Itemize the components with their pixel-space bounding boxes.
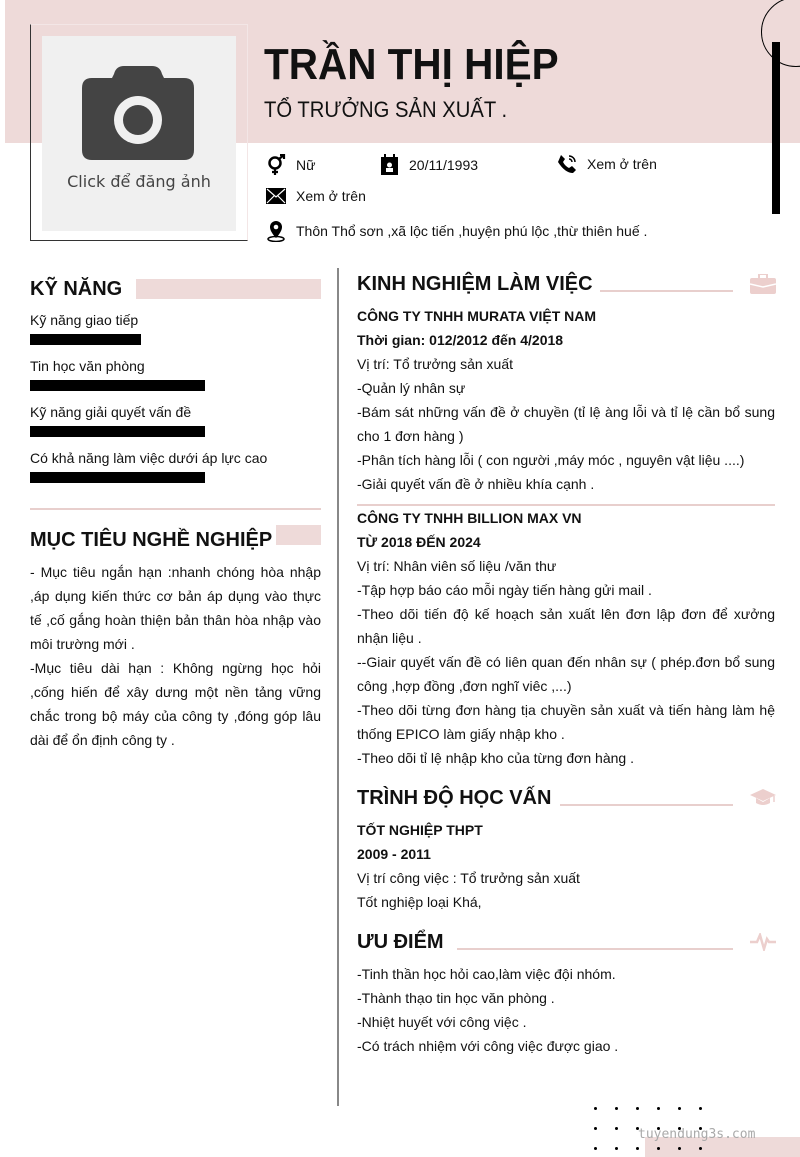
section-divider [30,508,321,510]
decor-bar [772,42,780,214]
decor-dot [615,1107,618,1110]
decor-dot [678,1147,681,1150]
skill-level-bar [30,334,141,345]
job-line: Vị trí: Tổ trưởng sản xuất [357,356,514,372]
objective-text [30,560,321,752]
decor-dot [657,1147,660,1150]
objective-heading: MỤC TIÊU NGHỀ NGHIỆP [30,529,273,551]
job-period: TỪ 2018 ĐẾN 2024 [357,534,481,550]
decor-dot [636,1147,639,1150]
strength-item: -Nhiệt huyết với công việc . [357,1014,527,1030]
strengths-heading: ƯU ĐIỂM [357,931,444,953]
job-line: -Giải quyết vấn đề ở nhiều khía cạnh . [357,476,595,492]
decor-dot [699,1107,702,1110]
strength-item: -Thành thạo tin học văn phòng . [357,990,555,1006]
decor-dot [678,1107,681,1110]
heartbeat-icon [750,933,776,951]
photo-label: Click để đăng ảnh [67,172,211,191]
skill-label: Tin học văn phòng [30,358,145,374]
birthday-value: 20/11/1993 [409,156,479,173]
job-title: TỔ TRƯỞNG SẢN XUẤT . [264,97,508,122]
decor-dot [594,1147,597,1150]
job-period: Thời gian: 012/2012 đến 4/2018 [357,332,564,348]
gender-item [266,154,315,176]
candidate-name: TRẦN THỊ HIỆP [264,40,559,89]
skill-label: Kỹ năng giao tiếp [30,312,139,328]
address-item [266,220,647,242]
job-1 [357,304,775,496]
objective-long-term: -Mục tiêu dài hạn : Không ngừng học hỏi ,cống hiến để xây dưng một nền tảng vững chắc trong bộ máy của công ty ,đóng góp lâu dài để ổn định công ty . [30,660,321,748]
objective-short-term: - Mục tiêu ngắn hạn :nhanh chóng hòa nhập ,áp dụng kiến thức cơ bản áp dụng vào thực tế ,cố gắng hoàn thiện bản thân hòa nhập vào môi trường mới . [30,564,321,652]
skills-list [30,312,321,496]
education-line: Tốt nghiệp loại Khá, [357,894,482,910]
job-line: -Phân tích hàng lỗi ( con người ,máy móc , nguyên vật liệu ....) [357,452,745,468]
heading-line [600,290,733,292]
job-company: CÔNG TY TNHH MURATA VIỆT NAM [357,308,597,324]
job-company: CÔNG TY TNHH BILLION MAX VN [357,510,582,526]
briefcase-icon [750,274,776,294]
photo-upload[interactable] [42,36,236,231]
education-block [357,818,775,914]
heading-line [457,948,733,950]
job-line: -Quản lý nhân sự [357,380,466,396]
decor-dot [615,1147,618,1150]
gender-icon [266,154,286,176]
phone-icon [557,154,577,174]
birthday-item [380,154,478,175]
heading-line [560,804,733,806]
objective-heading-decor [276,525,321,545]
skill-label: Kỹ năng giải quyết vấn đề [30,404,192,420]
strength-item: -Tinh thần học hỏi cao,làm việc đội nhóm. [357,966,616,982]
graduation-cap-icon [750,789,776,807]
job-line: --Giair quyết vấn đề có liên quan đến nhân sự ( phép.đơn bổ sung công ,hợp đồng ,đơn nghĩ viêc ,...) [357,654,775,694]
watermark: tuyendung3s.com [638,1127,756,1142]
skills-heading-decor [136,279,321,299]
gender-value: Nữ [296,157,316,173]
skill-level-bar [30,426,205,437]
skill-level-bar [30,472,205,483]
column-divider [337,268,339,1106]
education-line: Vị trí công việc : Tổ trưởng sản xuất [357,870,580,886]
location-pin-icon [266,220,286,242]
job-line: -Tập hợp báo cáo mỗi ngày tiến hàng gửi mail . [357,582,652,598]
decor-dot [594,1107,597,1110]
decor-dot [699,1147,702,1150]
phone-value: Xem ở trên [587,156,657,172]
decor-dot [636,1107,639,1110]
job-line: -Bám sát những vấn đề ở chuyền (tỉ lệ àng lỗi và tỉ lệ cần bổ sung cho 1 đơn hàng ) [357,404,775,444]
decor-dot [657,1107,660,1110]
education-school: TỐT NGHIỆP THPT [357,822,483,838]
email-item [266,188,366,204]
decor-dot [594,1127,597,1130]
decor-dot [615,1127,618,1130]
education-period: 2009 - 2011 [357,846,431,862]
address-value: Thôn Thổ sơn ,xã lộc tiến ,huyện phú lộc ,thừ thiên huế . [296,223,648,239]
strength-item: -Có trách nhiệm với công việc được giao . [357,1038,619,1054]
email-icon [266,188,286,204]
job-2 [357,506,775,770]
skills-heading: KỸ NĂNG [30,278,123,300]
job-line: -Theo dõi từng đơn hàng tịa chuyền sản xuất và tiến hàng làm hệ thống EPICO làm giấy nhập kho . [357,702,775,742]
education-heading: TRÌNH ĐỘ HỌC VẤN [357,787,552,809]
phone-item [557,154,657,174]
camera-icon [80,64,196,160]
experience-heading: KINH NGHIỆM LÀM VIỆC [357,273,593,295]
skill-label: Có khả năng làm việc dưới áp lực cao [30,450,268,466]
job-line: Vị trí: Nhân viên số liệu /văn thư [357,558,557,574]
email-value: Xem ở trên [296,188,366,204]
job-line: -Theo dõi tiến độ kế hoạch sản xuất lên đơn lập đơn để xưởng nhận liệu . [357,606,775,646]
skill-level-bar [30,380,205,391]
calendar-icon [380,154,399,175]
strengths-list [357,962,775,1058]
job-line: -Theo dõi tỉ lệ nhập kho của từng đơn hàng . [357,750,634,766]
